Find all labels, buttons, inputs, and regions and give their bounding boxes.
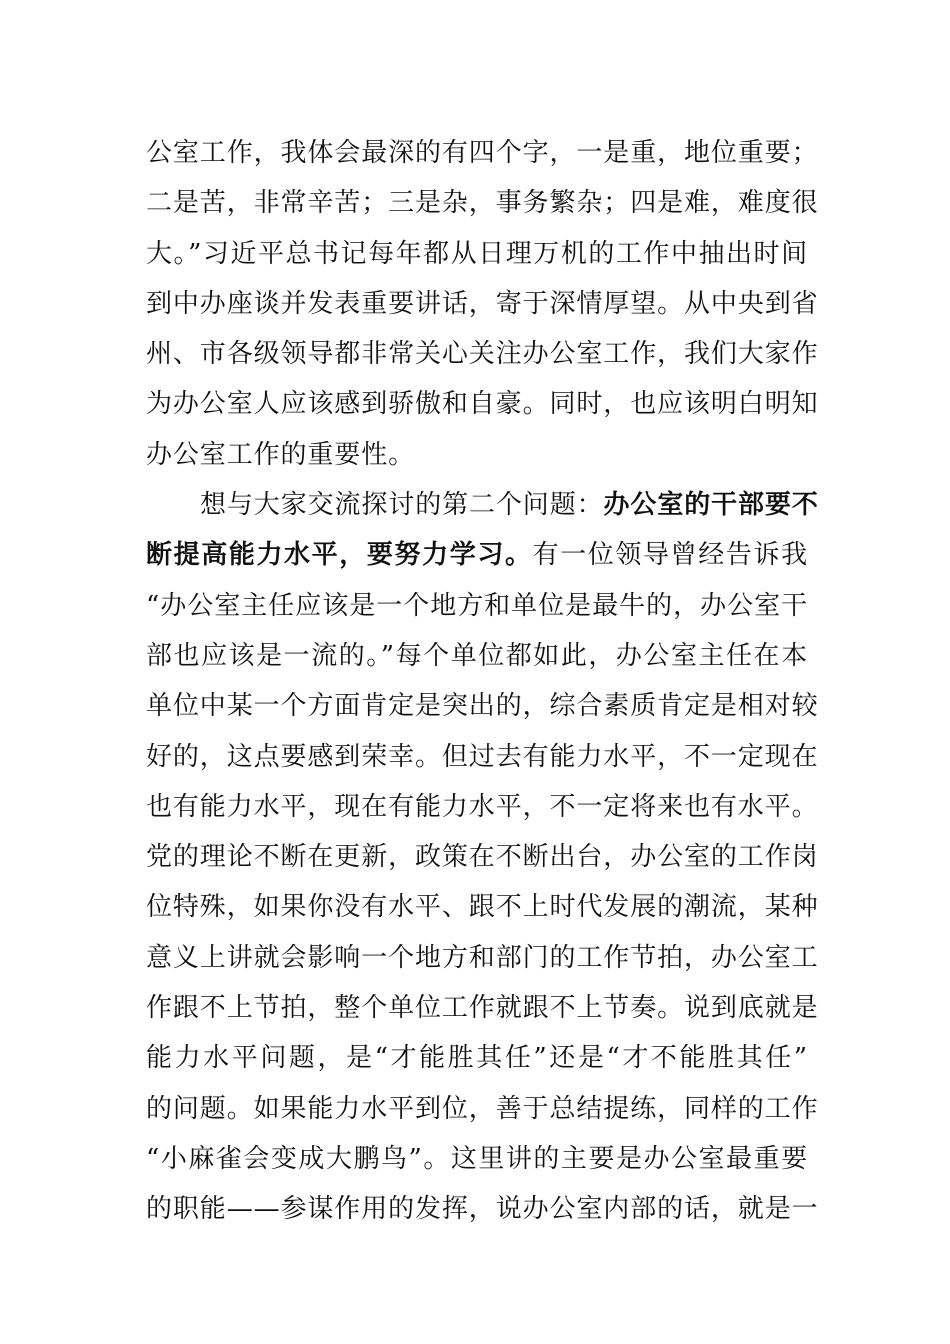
text-line: 公室工作，我体会最深的有四个字，一是重，地位重要； — [146, 138, 819, 168]
text-line: 部也应该是一流的。”每个单位都如此，办公室主任在本 — [146, 640, 808, 671]
text-line: 也有能力水平，现在有能力水平，不一定将来也有水平。 — [146, 791, 819, 822]
continuation-text: 有一位领导曾经告诉我 — [532, 540, 808, 571]
text-line: 位特殊，如果你没有水平、跟不上时代发展的潮流，某种 — [146, 892, 819, 923]
intro-text: 想与大家交流探讨的第二个问题： — [200, 490, 604, 521]
bold-heading-part1: 办公室的干部要不 — [603, 490, 819, 521]
text-line: 单位中某一个方面肯定是突出的，综合素质肯定是相对较 — [146, 691, 819, 722]
text-line: 二是苦，非常辛苦；三是杂，事务繁杂；四是难，难度很 — [146, 188, 819, 219]
text-line: 意义上讲就会影响一个地方和部门的工作节拍，办公室工 — [146, 942, 819, 973]
body-text — [146, 128, 819, 1235]
text-line: “办公室主任应该是一个地方和单位是最牛的，办公室干 — [146, 590, 808, 621]
text-line: 党的理论不断在更新，政策在不断出台，办公室的工作岗 — [146, 842, 819, 873]
text-line: 州、市各级领导都非常关心关注办公室工作，我们大家作 — [146, 339, 819, 370]
text-line: 能力水平问题，是“才能胜其任”还是“才不能胜其任” — [146, 1043, 808, 1074]
text-line: 的问题。如果能力水平到位，善于总结提练，同样的工作 — [146, 1093, 819, 1124]
text-line: “小麻雀会变成大鹏鸟”。这里讲的主要是办公室最重要 — [146, 1143, 808, 1174]
text-line: 到中办座谈并发表重要讲话，寄于深情厚望。从中央到省 — [146, 288, 819, 319]
text-line: 的职能——参谋作用的发挥，说办公室内部的话，就是一 — [146, 1194, 819, 1225]
text-line: 作跟不上节拍，整个单位工作就跟不上节奏。说到底就是 — [146, 993, 819, 1024]
paragraph2-first-line — [146, 480, 819, 530]
bold-heading-part2: 断提高能力水平，要努力学习。 — [146, 540, 533, 571]
text-line: 大。”习近平总书记每年都从日理万机的工作中抽出时间 — [146, 238, 808, 269]
paragraph2-second-line — [146, 530, 808, 580]
text-line: 办公室工作的重要性。 — [146, 439, 416, 470]
text-line: 好的，这点要感到荣幸。但过去有能力水平，不一定现在 — [146, 741, 819, 772]
text-line: 为办公室人应该感到骄傲和自豪。同时，也应该明白明知 — [146, 389, 819, 420]
